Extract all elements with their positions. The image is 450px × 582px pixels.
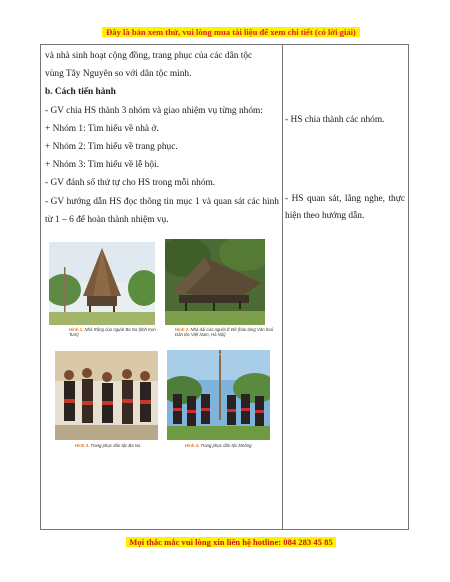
figure-1-caption xyxy=(69,327,159,337)
figure-4-caption xyxy=(185,443,281,448)
figure-4-label: Hình 4. xyxy=(185,443,200,448)
figure-1-label: Hình 1. xyxy=(69,327,84,332)
student-note-1: - HS chia thành các nhóm. xyxy=(285,115,385,125)
figure-2-caption-text: Nhà dài của người Ê Đê (bảo tàng Văn hoá Dân tộc Việt Nam, Hà Nội) xyxy=(175,327,274,337)
step-item: + Nhóm 1: Tìm hiểu về nhà ở. xyxy=(45,123,159,134)
figure-1-image xyxy=(49,242,155,325)
step-item: - GV chia HS thành 3 nhóm và giao nhiệm vụ từng nhóm: xyxy=(45,105,263,116)
figure-3-caption-text: Trang phục dân tộc Ba Na xyxy=(90,443,141,448)
figure-3-image xyxy=(55,351,158,440)
step-item: + Nhóm 3: Tìm hiểu về lễ hội. xyxy=(45,160,159,171)
lesson-table xyxy=(40,44,409,530)
step-item: + Nhóm 2: Tìm hiểu về trang phục. xyxy=(45,142,178,153)
figure-2-label: Hình 2. xyxy=(175,327,190,332)
figure-3-label: Hình 3. xyxy=(75,443,90,448)
figure-3-caption xyxy=(75,443,165,448)
figure-2-caption xyxy=(175,327,279,337)
intro-line-2: vùng Tây Nguyên so với dân tộc mình. xyxy=(45,69,192,80)
step-item: - GV đánh số thứ tự cho HS trong mỗi nhóm. xyxy=(45,178,216,189)
step-item: - GV hướng dẫn HS đọc thông tin mục 1 và quan sát các hình từ 1 – 6 để hoàn thành nhiệm vụ. xyxy=(45,196,279,225)
intro-line-1: và nhà sinh hoạt cộng đồng, trang phục của các dân tộc xyxy=(45,51,253,61)
teacher-activity-column xyxy=(45,47,279,229)
header-banner: Đây là bản xem thử, vui lòng mua tài liệu để xem chi tiết (có lời giải) xyxy=(102,27,360,37)
footer-banner: Mọi thắc mắc vui lòng xin liên hệ hotline: 084 283 45 85 xyxy=(126,537,336,547)
figure-4-caption-text: Trang phục dân tộc Mnông xyxy=(200,443,252,448)
figure-1-caption-text: Nhà Rông của người Ba Na (tỉnh Kon Tum) xyxy=(69,327,156,337)
column-divider xyxy=(282,45,283,529)
figure-2-image xyxy=(165,239,265,325)
section-heading: b. Cách tiến hành xyxy=(45,87,116,98)
student-note-2: - HS quan sát, lắng nghe, thực hiện theo hướng dẫn. xyxy=(285,194,405,221)
figure-4-image xyxy=(167,350,270,440)
